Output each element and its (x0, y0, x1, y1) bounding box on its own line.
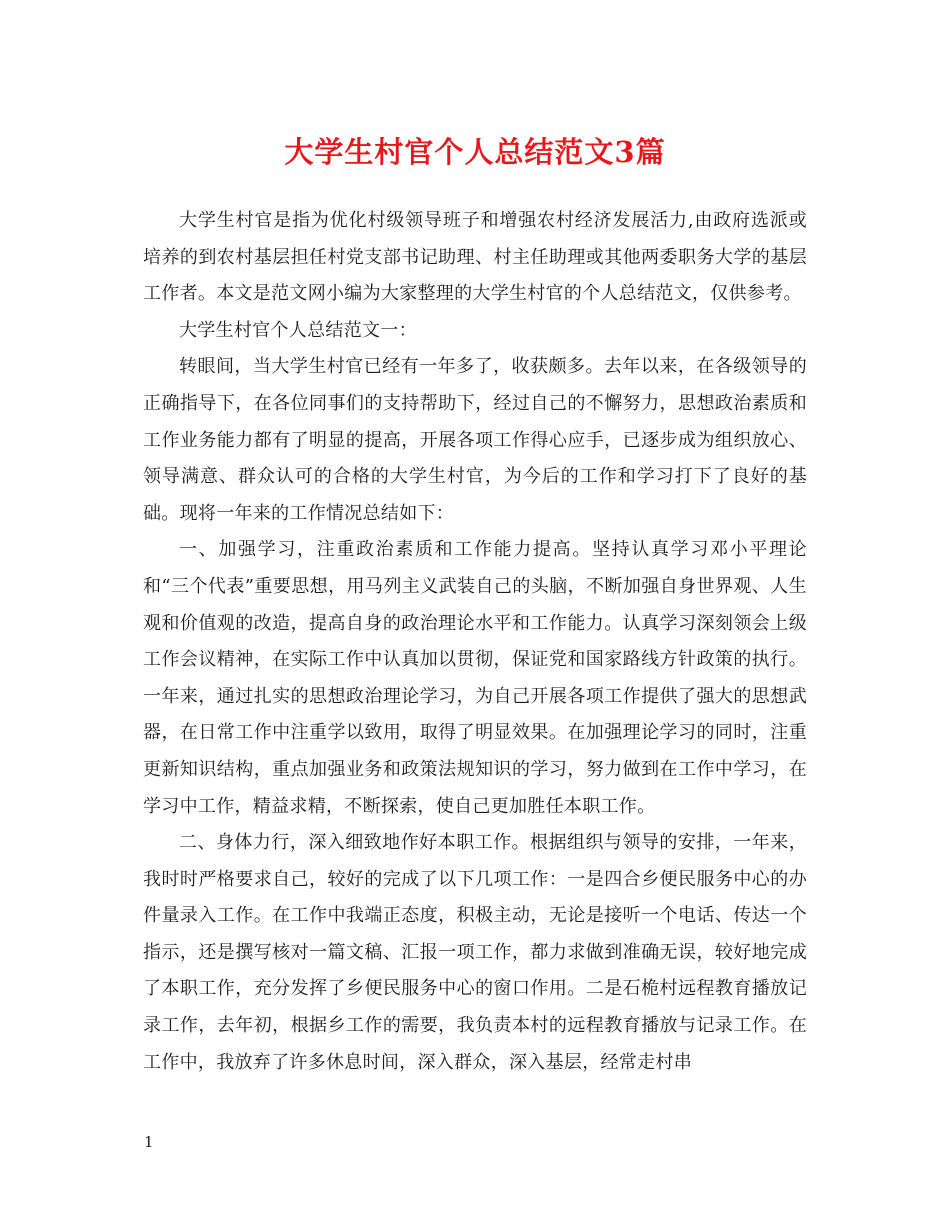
document-title: 大学生村官个人总结范文3篇 (284, 135, 666, 169)
page-number: 1 (144, 1133, 154, 1151)
body-paragraph: 转眼间，当大学生村官已经有一年多了，收获颇多。去年以来，在各级领导的正确指导下，在各位同事们的支持帮助下，经过自己的不懈努力，思想政治素质和工作业务能力都有了明显的提高，开展各项工作得心应手，已逐步成为组织放心、领导满意、群众认可的合格的大学生村官，为今后的工作和学习打下了良好的基础。现将一年来的工作情况总结如下： (143, 356, 807, 524)
intro-paragraph: 大学生村官是指为优化村级领导班子和增强农村经济发展活力,由政府选派或培养的到农村基层担任村党支部书记助理、村主任助理或其他两委职务大学的基层工作者。本文是范文网小编为大家整理的大学生村官的个人总结范文，仅供参考。 (143, 210, 807, 305)
section-heading: 大学生村官个人总结范文一： (179, 319, 417, 341)
body-paragraph: 一、加强学习，注重政治素质和工作能力提高。坚持认真学习邓小平理论和“三个代表”重要思想，用马列主义武装自己的头脑，不断加强自身世界观、人生观和价值观的改造，提高自身的政治理论水平和工作能力。认真学习深刻领会上级工作会议精神，在实际工作中认真加以贯彻，保证党和国家路线方针政策的执行。一年来，通过扎实的思想政治理论学习，为自己开展各项工作提供了强大的思想武器，在日常工作中注重学以致用，取得了明显效果。在加强理论学习的同时，注重更新知识结构，重点加强业务和政策法规知识的学习，努力做到在工作中学习，在学习中工作，精益求精，不断探索，使自己更加胜任本职工作。 (143, 539, 807, 817)
body-paragraph: 二、身体力行，深入细致地作好本职工作。根据组织与领导的安排，一年来，我时时严格要求自己，较好的完成了以下几项工作：一是四合乡便民服务中心的办件量录入工作。在工作中我端正态度，积极主动，无论是接听一个电话、传达一个指示，还是撰写核对一篇文稿、汇报一项工作，都力求做到准确无误，较好地完成了本职工作，充分发挥了乡便民服务中心的窗口作用。二是石桅村远程教育播放记录工作，去年初，根据乡工作的需要，我负责本村的远程教育播放与记录工作。在工作中，我放弃了许多休息时间，深入群众，深入基层，经常走村串 (143, 832, 807, 1073)
document-body (143, 203, 807, 1081)
